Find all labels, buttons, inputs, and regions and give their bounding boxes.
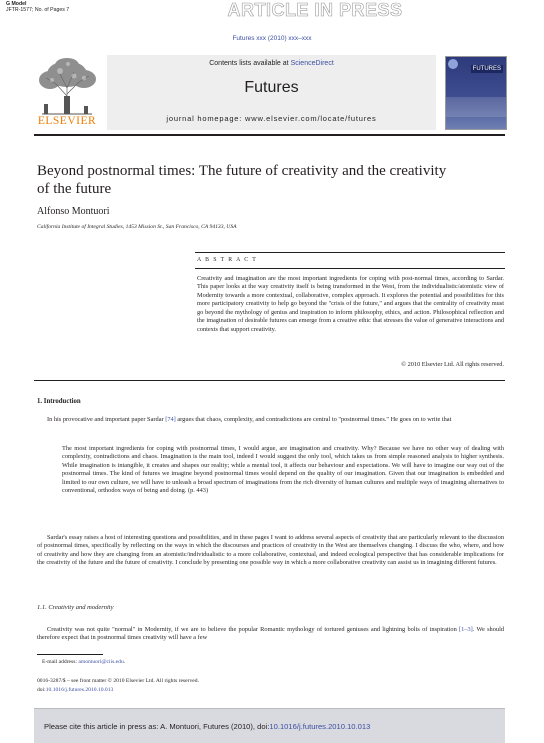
- cite-prefix: Please cite this article in press as: A. Montuori, Futures (2010), doi:: [44, 721, 270, 731]
- paragraph-intro: [37, 416, 504, 424]
- manuscript-code: JFTR-1577; No. of Pages 7: [6, 7, 70, 13]
- doi-prefix: doi:: [37, 687, 46, 693]
- citation-notice: [34, 722, 370, 731]
- author-name: Alfonso Montuori: [37, 206, 110, 217]
- block-quote: The most important ingredients for coping with postnormal times, I would argue, are imagination and creativity. Why? Because we have no other way of dealing with complexity, contradictions and chaos. Imagination is the main tool, indeed I would suggest the only tool, which takes us from simple reasoned analysis to higher synthesis. While imagination is intangible, it creates and shapes our reality; while a mental tool, it affects our behaviour and expectations. We will have to imagine our way out of the postnormal times. The kind of futures we imagine beyond postnormal times would depend on the quality of our imagination. Given that our imagination is embedded and limited to our own culture, we will have to unleash a broad spectrum of imaginations from the rich diversity of human cultures and multiple ways of imagining alternatives to conventional, orthodox ways of being and doing. (p. 443): [62, 445, 504, 495]
- doi-line: [37, 687, 113, 693]
- para3-start: Creativity was not quite "normal" in Modernity, if we are to believe the popular Romantic mythology of tortured geniuses and lightning bolts of inspiration: [47, 626, 460, 633]
- contents-prefix: Contents lists available at: [209, 60, 289, 67]
- cover-title: FUTURES: [472, 66, 501, 72]
- homepage-link[interactable]: www.elsevier.com/locate/futures: [245, 114, 377, 123]
- issn-line: 0016-3287/$ – see front matter © 2010 Elsevier Ltd. All rights reserved.: [37, 678, 199, 684]
- doi-link[interactable]: 10.1016/j.futures.2010.10.013: [45, 687, 114, 693]
- manuscript-meta: [6, 1, 69, 13]
- journal-reference[interactable]: Futures xxx (2010) xxx–xxx: [232, 35, 312, 42]
- journal-homepage: [107, 114, 436, 123]
- article-title: Beyond postnormal times: The future of creativity and the creativity of the future: [37, 163, 447, 197]
- citation-link-1-3[interactable]: [1–3]: [459, 626, 473, 633]
- author-email-footnote: [42, 659, 125, 665]
- email-end: .: [123, 659, 126, 665]
- article-in-press-banner: ARTICLE IN PRESS: [227, 0, 403, 20]
- email-label: E-mail address:: [42, 659, 79, 665]
- para1-end: argues that chaos, complexity, and contradictions are central to "postnormal times." He goes on to write that: [175, 416, 452, 423]
- journal-title: Futures: [244, 79, 299, 96]
- para1-start: In his provocative and important paper Sardar: [47, 416, 166, 423]
- abstract-divider: [195, 268, 505, 269]
- sciencedirect-link[interactable]: ScienceDirect: [290, 60, 334, 67]
- contents-line: [107, 60, 436, 67]
- body-divider: [34, 380, 505, 381]
- elsevier-tree-icon: [34, 56, 100, 116]
- header-divider: [34, 134, 505, 136]
- author-affiliation: California Institute of Integral Studies, 1453 Mission St., San Francisco, CA 94133, USA: [37, 224, 237, 230]
- abstract-text: Creativity and imagination are the most important ingredients for coping with post-normal times, according to Sardar. This paper looks at the way creativity itself is being transformed in the West, from the individualistic/atomistic view of Modernity towards a more contextual, collaborative, complex approach. It explores the potential and possibilities for this more participatory creativity to help go beyond the "crisis of the future," and argues that the centrality of creativity must go beyond the mythology of genius and inspiration to inform philosophy, ethics, and action. Philosophical reflection and the imagination of desirable futures can emerge from a creative ethic that stresses the value of generative interactions and contexts that support creativity.: [197, 275, 504, 333]
- paragraph-overview: Sardar's essay raises a host of interesting questions and possibilities, and in these pages I want to address several aspects of creativity that are particularly relevant to the discussion of postnormal times, specifically by reflecting on the ways in which the discourses and practices of creativity in the West are themselves changing. I discuss the who, where, and how of creativity and how they are changing from an atomistic/individualistic to a more collaborative, contextual, and indeed ecological perspective that has considerable implications for the creativity of the future and the future of creativity. I conclude by presenting one possible way in which a more collaborative creativity can assist us in imagining different futures.: [37, 534, 504, 567]
- elsevier-logo[interactable]: [34, 56, 100, 128]
- model-label: G Model: [6, 1, 27, 7]
- abstract-copyright: © 2010 Elsevier Ltd. All rights reserved.: [401, 361, 504, 368]
- cite-doi-link[interactable]: 10.1016/j.futures.2010.10.013: [269, 721, 371, 731]
- abstract-divider-top: [195, 252, 505, 253]
- citation-link-74[interactable]: [74]: [165, 416, 176, 423]
- footnote-divider: [37, 654, 103, 655]
- para3-end: . We should therefore expect that in postnormal times creativity will have a few: [37, 626, 504, 642]
- citation-notice-box: [34, 708, 505, 743]
- publisher-name: ELSEVIER: [37, 115, 97, 127]
- cover-orb-icon: [448, 59, 458, 69]
- abstract-heading: A B S T R A C T: [197, 257, 258, 263]
- section-heading-creativity-modernity: 1.1. Creativity and modernity: [37, 604, 114, 611]
- paragraph-modernity: [37, 626, 504, 643]
- journal-masthead: [107, 55, 436, 130]
- author-email-link[interactable]: amontuori@ciis.edu: [78, 659, 124, 665]
- homepage-prefix: journal homepage:: [166, 114, 243, 123]
- journal-cover-thumbnail[interactable]: [445, 56, 507, 130]
- cover-band: [446, 97, 506, 117]
- section-heading-introduction: 1. Introduction: [37, 398, 81, 405]
